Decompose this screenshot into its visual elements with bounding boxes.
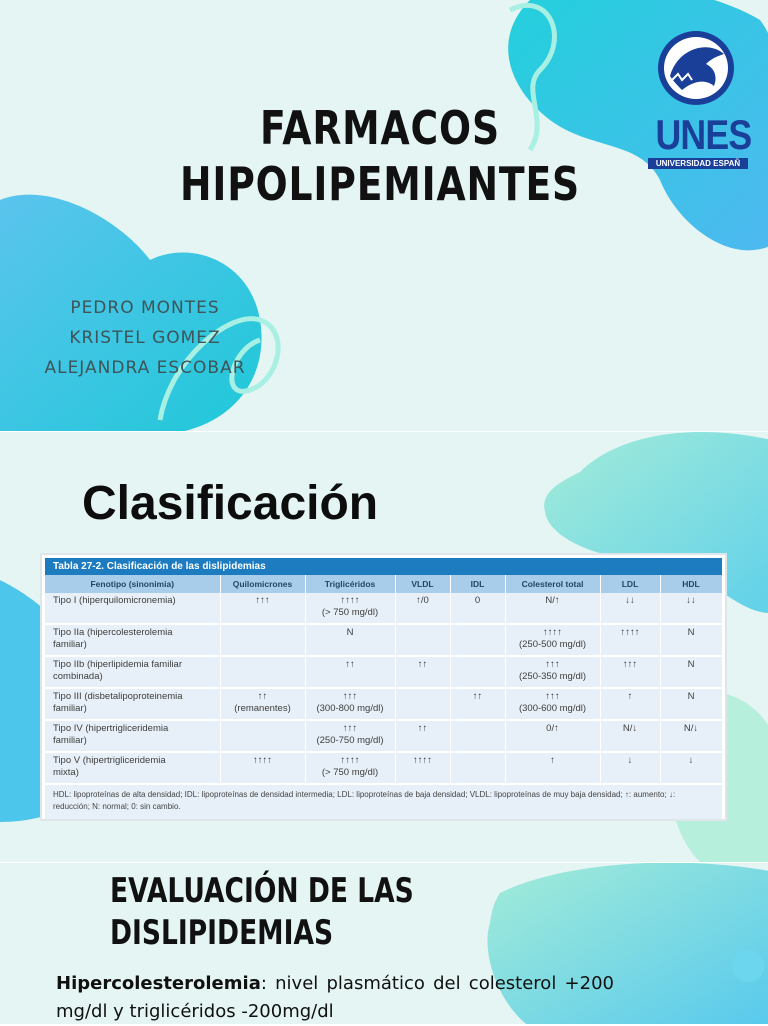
column-header: Fenotipo (sinonimia) <box>45 575 220 593</box>
table-cell: ↑↑↑ <box>600 656 660 688</box>
table-cell: ↑↑↑↑ (> 750 mg/dl) <box>305 752 395 784</box>
title-line-1: FARMACOS <box>260 101 500 155</box>
table-cell: ↑ <box>600 688 660 720</box>
table-cell: ↓↓ <box>600 593 660 624</box>
column-header: LDL <box>600 575 660 593</box>
table-cell: ↑ <box>505 752 600 784</box>
table-cell: Tipo V (hipertrigliceridemia mixta) <box>45 752 220 784</box>
table-cell: Tipo I (hiperquilomicronemia) <box>45 593 220 624</box>
table-cell: ↑↑↑↑ (> 750 mg/dl) <box>305 593 395 624</box>
column-header: IDL <box>450 575 505 593</box>
dyslipidemia-table <box>42 555 725 819</box>
column-header: Triglicéridos <box>305 575 395 593</box>
table-cell: ↓ <box>600 752 660 784</box>
table-cell <box>450 624 505 656</box>
title-slide <box>0 0 768 431</box>
authors-list <box>20 293 270 383</box>
table-caption: Tabla 27-2. Clasificación de las dislipidemias <box>45 558 722 575</box>
column-header: VLDL <box>395 575 450 593</box>
author-3: ALEJANDRA ESCOBAR <box>44 358 246 378</box>
author-2: KRISTEL GOMEZ <box>69 328 221 348</box>
logo-text: UNES <box>655 111 752 158</box>
page-title <box>150 100 609 212</box>
table-cell: N/↑ <box>505 593 600 624</box>
column-header: Colesterol total <box>505 575 600 593</box>
author-1: PEDRO MONTES <box>70 298 220 318</box>
table-cell <box>450 752 505 784</box>
table-cell: ↑↑ <box>450 688 505 720</box>
table-cell: ↑↑ <box>305 656 395 688</box>
table-cell <box>450 656 505 688</box>
table-cell: Tipo IIa (hipercolesterolemia familiar) <box>45 624 220 656</box>
column-header: HDL <box>660 575 722 593</box>
evaluation-heading-line-1: EVALUACIÓN DE LAS <box>110 871 414 911</box>
table-cell: 0/↑ <box>505 720 600 752</box>
table-cell: ↑↑ <box>395 656 450 688</box>
table-cell <box>395 688 450 720</box>
table-cell: Tipo III (disbetalipoproteinemia familiar) <box>45 688 220 720</box>
table-cell: ↑↑↑ (250-750 mg/dl) <box>305 720 395 752</box>
definition-paragraph <box>56 970 614 1026</box>
table-row <box>45 593 722 624</box>
table-row <box>45 752 722 784</box>
eagle-emblem-icon <box>648 28 748 108</box>
table-cell <box>220 720 305 752</box>
table-cell: ↑↑↑↑ (250-500 mg/dl) <box>505 624 600 656</box>
logo-subtext: UNIVERSIDAD ESPAÑ <box>648 158 748 169</box>
table-cell: ↑↑↑↑ <box>395 752 450 784</box>
table-footnote: HDL: lipoproteínas de alta densidad; IDL: lipoproteínas de densidad intermedia; LDL: lipoproteínas de baja densidad; VLDL: lipoproteínas de muy baja densidad; ↑: aumento; ↓: reducción; N: normal; 0: sin cambio. <box>45 785 722 819</box>
table-header-row <box>45 575 722 593</box>
table-cell: N <box>305 624 395 656</box>
table-cell: N <box>660 656 722 688</box>
evaluation-heading-line-2: DISLIPIDEMIAS <box>110 913 334 953</box>
table-cell: ↑↑↑ (250-350 mg/dl) <box>505 656 600 688</box>
table-body <box>45 593 722 784</box>
table-cell: N/↓ <box>600 720 660 752</box>
table-cell: ↑↑↑↑ <box>220 752 305 784</box>
definition-term: Hipercolesterolemia <box>56 973 261 994</box>
table-cell: 0 <box>450 593 505 624</box>
table-cell: ↑↑↑ <box>220 593 305 624</box>
table-cell: N/↓ <box>660 720 722 752</box>
table-cell: ↑↑ (remanentes) <box>220 688 305 720</box>
table-cell: ↑↑↑ (300-800 mg/dl) <box>305 688 395 720</box>
table-row <box>45 656 722 688</box>
table-cell: N <box>660 688 722 720</box>
definition-text: : nivel plasmático del colesterol +200 mg/dl y triglicéridos -200mg/dl <box>56 973 614 1022</box>
table-cell <box>220 624 305 656</box>
table-cell: ↑/0 <box>395 593 450 624</box>
table-cell <box>220 656 305 688</box>
table-cell <box>450 720 505 752</box>
table-cell: ↑↑ <box>395 720 450 752</box>
table-cell: ↑↑↑↑ <box>600 624 660 656</box>
table-cell: N <box>660 624 722 656</box>
table-row <box>45 688 722 720</box>
title-line-2: HIPOLIPEMIANTES <box>179 157 581 211</box>
table-cell: Tipo IIb (hiperlipidemia familiar combinada) <box>45 656 220 688</box>
evaluation-heading <box>110 870 414 954</box>
table-cell: ↓↓ <box>660 593 722 624</box>
classification-table <box>45 575 723 785</box>
table-row <box>45 624 722 656</box>
table-cell <box>395 624 450 656</box>
university-logo <box>648 28 752 173</box>
column-header: Quilomicrones <box>220 575 305 593</box>
section-heading: Clasificación <box>82 477 379 530</box>
table-cell: ↓ <box>660 752 722 784</box>
table-row <box>45 720 722 752</box>
table-cell: Tipo IV (hipertrigliceridemia familiar) <box>45 720 220 752</box>
table-cell: ↑↑↑ (300-600 mg/dl) <box>505 688 600 720</box>
